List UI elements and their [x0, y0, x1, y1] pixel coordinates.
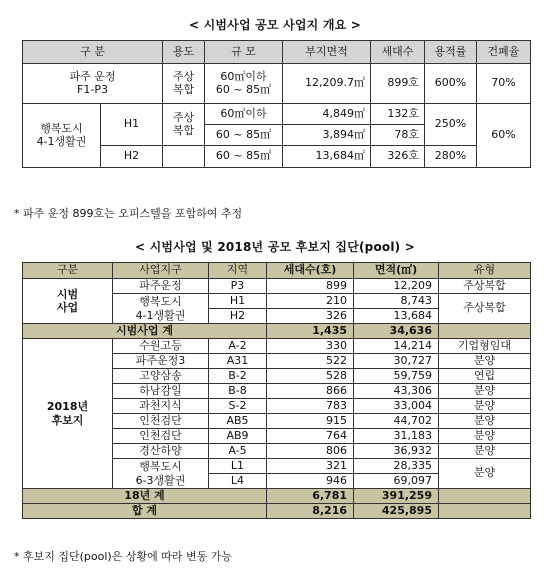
- paju-units: 899호: [371, 64, 425, 104]
- h2-area: 13,684㎡: [283, 146, 371, 168]
- paju-name-line2: F1-P3: [77, 82, 108, 96]
- cand-label-line2: 후보지: [51, 413, 84, 427]
- haengbok63-district-cell: [113, 459, 209, 489]
- h1-a-units: 132호: [371, 104, 425, 125]
- table-header-row: [23, 41, 531, 64]
- grand-total-row: [23, 504, 531, 519]
- header-site-area: 부지면적: [283, 41, 371, 64]
- district-cell: 파주운정3: [113, 354, 209, 369]
- type-cell: 분양: [439, 429, 531, 444]
- district-cell: 인천검단: [113, 414, 209, 429]
- header-district: 사업지구: [113, 263, 209, 279]
- candidate-total-area: 391,259: [354, 489, 439, 504]
- header-far: 용적률: [425, 41, 477, 64]
- type-cell: 분양: [439, 414, 531, 429]
- units-cell: 528: [267, 369, 354, 384]
- type-cell: 분양: [439, 384, 531, 399]
- haengbok-use-line2: 복합: [172, 123, 195, 137]
- units-cell: 915: [267, 414, 354, 429]
- haengbok-name-line1: 행복도시: [40, 121, 83, 135]
- h2-label: H2: [101, 146, 163, 168]
- haengbok-use-cell: [163, 104, 205, 146]
- region-cell: AB9: [209, 429, 267, 444]
- units-cell: 806: [267, 444, 354, 459]
- region-cell: L4: [209, 474, 267, 489]
- h1-b-units: 78호: [371, 125, 425, 146]
- candidate-total-row: [23, 489, 531, 504]
- paju-use-line2: 복합: [172, 82, 195, 96]
- area-cell: 33,004: [354, 399, 439, 414]
- candidate-pool-table: [22, 262, 531, 519]
- district-cell: 경산하양: [113, 444, 209, 459]
- haengbok41-district-cell: [113, 294, 209, 324]
- paju-scale-cell: [205, 64, 283, 104]
- grand-total-type-empty: [439, 504, 531, 519]
- paju-scale-line1: 60㎡이하: [220, 69, 267, 83]
- region-cell: A31: [209, 354, 267, 369]
- pilot-total-units: 1,435: [267, 324, 354, 339]
- haengbok-name-line2: 4-1생활권: [36, 134, 87, 148]
- type-cell: 연립: [439, 369, 531, 384]
- paju-area: 12,209.7㎡: [283, 64, 371, 104]
- units-cell: 326: [267, 309, 354, 324]
- h2-scale: 60 ~ 85㎡: [205, 146, 283, 168]
- region-cell: P3: [209, 279, 267, 294]
- paju-use-line1: 주상: [172, 69, 195, 83]
- pilot-group-label: [23, 279, 113, 324]
- paju-name-line1: 파주 운정: [69, 69, 116, 83]
- pilot-site-overview-table: [22, 40, 531, 168]
- district-line2: 4-1생활권: [135, 308, 186, 322]
- type-cell: 분양: [439, 444, 531, 459]
- grand-total-units: 8,216: [267, 504, 354, 519]
- h1-a-area: 4,849㎡: [283, 104, 371, 125]
- district-line2: 6-3생활권: [135, 473, 186, 487]
- type-cell: 분양: [439, 459, 531, 489]
- h2-units: 326호: [371, 146, 425, 168]
- region-cell: B-2: [209, 369, 267, 384]
- pilot-label-line1: 시범: [56, 287, 79, 301]
- district-cell: 수원고등: [113, 339, 209, 354]
- units-cell: 522: [267, 354, 354, 369]
- area-cell: 59,759: [354, 369, 439, 384]
- type-cell: 기업형임대: [439, 339, 531, 354]
- district-cell: 인천검단: [113, 429, 209, 444]
- area-cell: 12,209: [354, 279, 439, 294]
- area-cell: 28,335: [354, 459, 439, 474]
- header-category: 구분: [23, 263, 113, 279]
- units-cell: 783: [267, 399, 354, 414]
- pilot-total-row: [23, 324, 531, 339]
- grand-total-area: 425,895: [354, 504, 439, 519]
- table1-footnote: * 파주 운정 899호는 오피스텔을 포함하여 추정: [14, 207, 243, 220]
- region-cell: H1: [209, 294, 267, 309]
- area-cell: 69,097: [354, 474, 439, 489]
- units-cell: 946: [267, 474, 354, 489]
- area-cell: 36,932: [354, 444, 439, 459]
- h1-label: H1: [101, 104, 163, 146]
- type-cell: 주상복합: [439, 279, 531, 294]
- table2-title: < 시범사업 및 2018년 공모 후보지 집단(pool) >: [134, 240, 415, 254]
- h1-a-scale: 60㎡이하: [205, 104, 283, 125]
- table-row-paju: [23, 64, 531, 104]
- candidate-group-label: [23, 339, 113, 489]
- type-cell: 분양: [439, 399, 531, 414]
- candidate-total-type-empty: [439, 489, 531, 504]
- haengbok-bcr: 60%: [477, 104, 531, 168]
- grand-total-label: 합 계: [23, 504, 267, 519]
- table-row: [23, 279, 531, 294]
- units-cell: 330: [267, 339, 354, 354]
- units-cell: 764: [267, 429, 354, 444]
- table-header-row: [23, 263, 531, 279]
- pilot-total-label: 시범사업 계: [23, 324, 267, 339]
- haengbok-name-cell: [23, 104, 101, 168]
- type-cell: 주상복합: [439, 294, 531, 324]
- h1-b-scale: 60 ~ 85㎡: [205, 125, 283, 146]
- paju-bcr: 70%: [477, 64, 531, 104]
- h1-far: 250%: [425, 104, 477, 146]
- area-cell: 8,743: [354, 294, 439, 309]
- table-row: [23, 339, 531, 354]
- header-bcr: 건폐율: [477, 41, 531, 64]
- region-cell: L1: [209, 459, 267, 474]
- district-line1: 행복도시: [139, 295, 182, 309]
- units-cell: 899: [267, 279, 354, 294]
- cand-label-line1: 2018년: [46, 400, 89, 414]
- area-cell: 31,183: [354, 429, 439, 444]
- header-area: 면적(㎡): [354, 263, 439, 279]
- region-cell: AB5: [209, 414, 267, 429]
- paju-name-cell: [23, 64, 163, 104]
- area-cell: 43,306: [354, 384, 439, 399]
- district-cell: 고양삼송: [113, 369, 209, 384]
- table-row-haengbok-h1-a: [23, 104, 531, 125]
- header-scale: 규 모: [205, 41, 283, 64]
- haengbok-use-line1: 주상: [172, 110, 195, 124]
- header-use: 용도: [163, 41, 205, 64]
- paju-far: 600%: [425, 64, 477, 104]
- area-cell: 44,702: [354, 414, 439, 429]
- pilot-total-type-empty: [439, 324, 531, 339]
- header-type: 유형: [439, 263, 531, 279]
- h2-use-empty: [163, 146, 205, 168]
- header-region: 지역: [209, 263, 267, 279]
- district-cell: 하남감일: [113, 384, 209, 399]
- units-cell: 866: [267, 384, 354, 399]
- header-units: 세대수: [371, 41, 425, 64]
- district-line1: 행복도시: [139, 460, 182, 474]
- candidate-total-label: 18년 계: [23, 489, 267, 504]
- paju-scale-line2: 60 ~ 85㎡: [215, 82, 272, 96]
- units-cell: 321: [267, 459, 354, 474]
- region-cell: A-5: [209, 444, 267, 459]
- region-cell: B-8: [209, 384, 267, 399]
- region-cell: A-2: [209, 339, 267, 354]
- area-cell: 30,727: [354, 354, 439, 369]
- area-cell: 14,214: [354, 339, 439, 354]
- h2-far: 280%: [425, 146, 477, 168]
- area-cell: 13,684: [354, 309, 439, 324]
- region-cell: S-2: [209, 399, 267, 414]
- pilot-label-line2: 사업: [56, 301, 79, 314]
- table1-title: < 시범사업 공모 사업지 개요 >: [188, 18, 362, 32]
- h1-b-area: 3,894㎡: [283, 125, 371, 146]
- units-cell: 210: [267, 294, 354, 309]
- type-cell: 분양: [439, 354, 531, 369]
- header-category: 구 분: [23, 41, 163, 64]
- candidate-total-units: 6,781: [267, 489, 354, 504]
- table2-footnote: * 후보지 집단(pool)은 상황에 따라 변동 가능: [14, 550, 232, 563]
- region-cell: H2: [209, 309, 267, 324]
- district-cell: 파주운정: [113, 279, 209, 294]
- pilot-total-area: 34,636: [354, 324, 439, 339]
- district-cell: 과천지식: [113, 399, 209, 414]
- paju-use-cell: [163, 64, 205, 104]
- header-units: 세대수(호): [267, 263, 354, 279]
